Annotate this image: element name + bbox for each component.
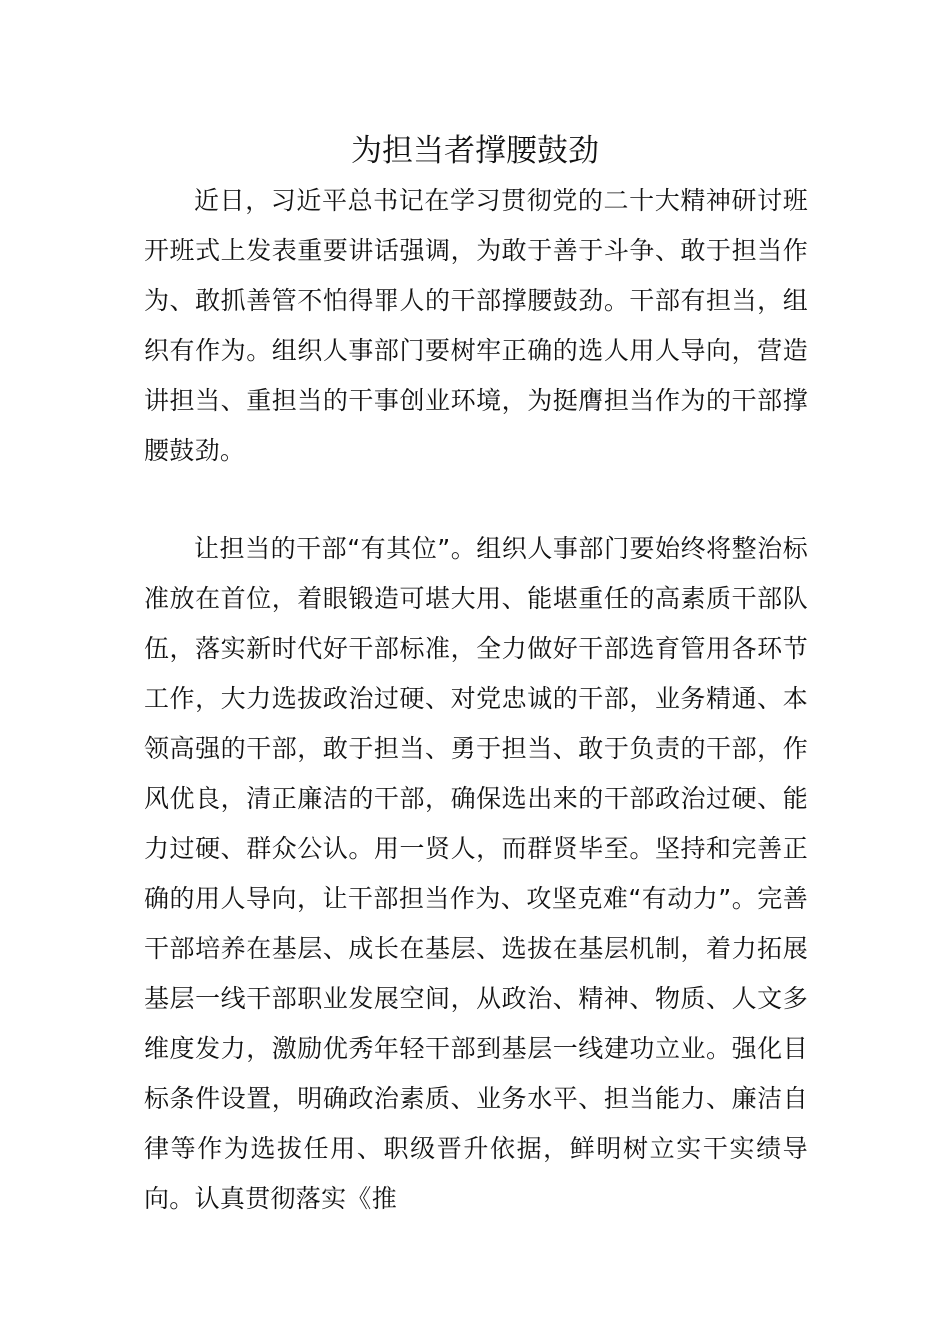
document-title: 为担当者撑腰鼓劲 (351, 133, 599, 169)
body-paragraph-1: 近日，习近平总书记在学习贯彻党的二十大精神研讨班开班式上发表重要讲话强调，为敢于善于斗争、敢于担当作为、敢抓善管不怕得罪人的干部撑腰鼓劲。干部有担当，组织有作为。组织人事部门要树牢正确的选人用人导向，营造讲担当、重担当的干事创业环境，为挺膺担当作为的干部撑腰鼓劲。 (144, 186, 808, 465)
body-paragraph-2: 让担当的干部“有其位”。组织人事部门要始终将整治标准放在首位，着眼锻造可堪大用、能堪重任的高素质干部队伍，落实新时代好干部标准，全力做好干部选育管用各环节工作，大力选拔政治过硬、对党忠诚的干部，业务精通、本领高强的干部，敢于担当、勇于担当、敢于负责的干部，作风优良，清正廉洁的干部，确保选出来的干部政治过硬、能力过硬、群众公认。用一贤人，而群贤毕至。坚持和完善正确的用人导向，让干部担当作为、攻坚克难“有动力”。完善干部培养在基层、成长在基层、选拔在基层机制，着力拓展基层一线干部职业发展空间，从政治、精神、物质、人文多维度发力，激励优秀年轻干部到基层一线建功立业。强化目标条件设置，明确政治素质、业务水平、担当能力、廉洁自律等作为选拔任用、职级晋升依据，鲜明树立实干实绩导向。认真贯彻落实《推 (144, 534, 808, 1213)
